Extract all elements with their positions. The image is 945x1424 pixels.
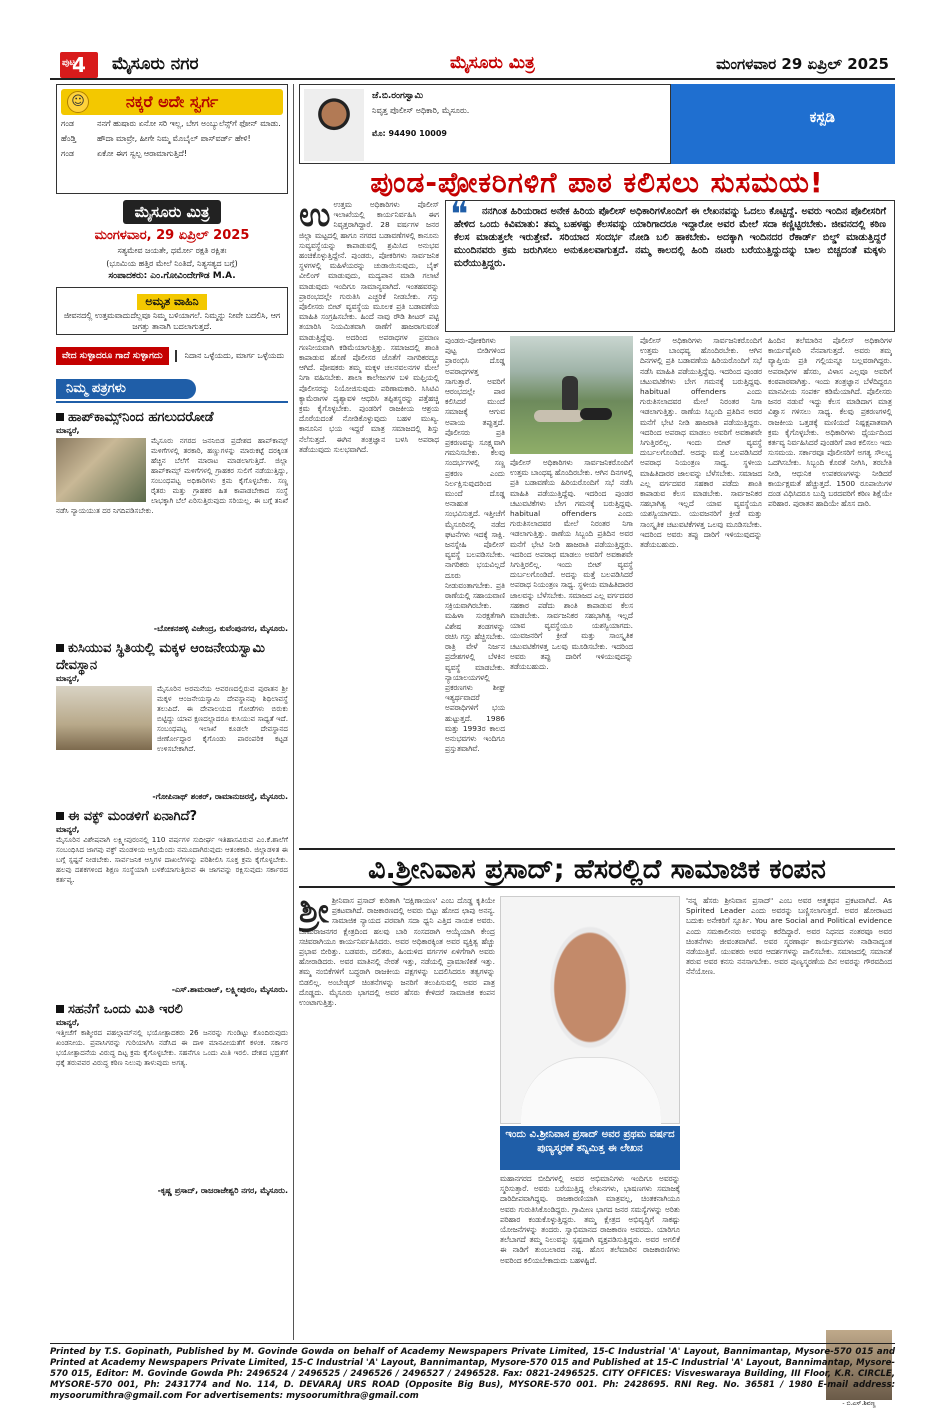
columnist-name: - ಬಿ.ಎಸ್.ಶಿವಣ್ಣ [842, 1400, 876, 1407]
portrait-caption: ಇಂದು ವಿ.ಶ್ರೀನಿವಾಸ ಪ್ರಸಾದ್ ಅವರ ಪ್ರಥಮ ವರ್ಷದ ಪುಣ್ಯಸ್ಮರಣೆ ತನ್ನಿಮಿತ್ತ ಈ ಲೇಖನ [500, 1126, 680, 1170]
bullet-icon [56, 644, 64, 652]
author-name: ಜೆ.ಬಿ.ರಂಗಸ್ವಾಮಿ [372, 91, 424, 101]
letter-signature: -ಕೃಷ್ಣ ಪ್ರಸಾದ್, ರಾಜರಾಜೇಶ್ವರಿ ನಗರ, ಮೈಸೂರು. [157, 1186, 288, 1195]
letter-item [56, 808, 288, 995]
letter-item [56, 409, 288, 634]
letter-salutation: ಮಾನ್ಯರೆ, [56, 674, 80, 683]
amrita-box [56, 287, 288, 335]
letter-body: ಮೈಸೂರಿನ ವಿಶೇಷವಾಗಿ ಲಕ್ಷ್ಮೀಪುರಂನಲ್ಲಿ 110 ವರ್ಷಗಳ ಸುದೀರ್ಘ ಇತಿಹಾಸವಿರುವ ಎಂ.ಕೆ.ಶಾಲೆಗೆ ಸಂಬಂಧಿಸಿದ ಜಾಗವು ವಕ್ಫ್ ಮಂಡಳಿಯ ಆಸ್ತಿಯೆಂದು ನಮೂದಾಗಿರುವುದು ಆತಂಕಕಾರಿ. ಜಿಲ್ಲಾಡಳಿತ ಈ ಬಗ್ಗೆ ಸ್ಪಷ್ಟನೆ ನೀಡಬೇಕು. ಸಾರ್ವಜನಿಕ ಆಸ್ತಿಗಳ ದಾಖಲೆಗಳನ್ನು ಪರಿಶೀಲಿಸಿ ಸೂಕ್ತ ಕ್ರಮ ಕೈಗೊಳ್ಳಬೇಕು. ಹಲವು ದಶಕಗಳಿಂದ ಶಿಕ್ಷಣ ಸಂಸ್ಥೆಯಾಗಿ ಬಳಕೆಯಾಗುತ್ತಿರುವ ಈ ಜಾಗವನ್ನು ರಕ್ಷಿಸುವುದು ಸರ್ಕಾರದ ಕರ್ತವ್ಯ. [56, 835, 288, 884]
letter-salutation: ಮಾನ್ಯರೆ, [56, 825, 80, 834]
author-phone: ಮೊ: 94490 10009 [372, 129, 447, 138]
laughing-face-icon: ☺ [67, 91, 89, 113]
letter-item [56, 1001, 288, 1196]
page-label: ಪುಟ [62, 58, 76, 68]
letters-divider [56, 401, 288, 403]
tribute-column-2: ಮಹಾನಗರದ ಬೀದಿಗಳಲ್ಲಿ ಅವರ ಅಭಿಮಾನಿಗಳು ಇಂದಿಗೂ ಅವರನ್ನು ಸ್ಮರಿಸುತ್ತಾರೆ. ಅವರು ಬರೆಯುತ್ತಿದ್ದ ಲೇಖನಗಳು, ಭಾಷಣಗಳು ಸಮಾಜಕ್ಕೆ ದಾರಿದೀಪವಾಗಿದ್ದವು. ರಾಜಕಾರಣಿಯಾಗಿ ಮಾತ್ರವಲ್ಲ, ಚಿಂತಕನಾಗಿಯೂ ಅವರು ಗುರುತಿಸಿಕೊಂಡಿದ್ದರು. ಗ್ರಾಮೀಣ ಭಾಗದ ಜನರ ಸಮಸ್ಯೆಗಳನ್ನು ಅರಿತು ಪರಿಹಾರ ಕಂಡುಕೊಳ್ಳುತ್ತಿದ್ದರು. ತಮ್ಮ ಕ್ಷೇತ್ರದ ಅಭಿವೃದ್ಧಿಗೆ ಸಾಕಷ್ಟು ಯೋಜನೆಗಳನ್ನು ತಂದರು. ಸ್ವಾಭಿಮಾನದ ರಾಜಕಾರಣ ಅವರದು. ಯಾರಿಗೂ ತಲೆಬಾಗದೆ ತಮ್ಮ ನಿಲುವನ್ನು ಸ್ಪಷ್ಟವಾಗಿ ವ್ಯಕ್ತಪಡಿಸುತ್ತಿದ್ದರು. ಅವರ ಅಗಲಿಕೆ ಈ ನಾಡಿಗೆ ತುಂಬಲಾರದ ನಷ್ಟ. ಹೊಸ ತಲೆಮಾರಿನ ರಾಜಕಾರಣಿಗಳು ಅವರಿಂದ ಕಲಿಯಬೇಕಾದುದು ಬಹಳಷ್ಟಿದೆ. [500, 1174, 680, 1265]
pull-quote [445, 195, 895, 332]
article-headline: ಪುಂಡ-ಪೋಕರಿಗಳಿಗೆ ಪಾಠ ಕಲಿಸಲು ಸುಸಮಯ! [370, 166, 824, 199]
header-date: ಮಂಗಳವಾರ 29 ಏಪ್ರಿಲ್ 2025 [716, 55, 889, 73]
article-column-2: ಪುಂಡರು-ಪೋಕರಿಗಳು ಪುಟ್ಟ ಬೀಡಿಗಳಿಂದ ಪ್ರಾರಂಭಿಸಿ ದೊಡ್ಡ ಅಪರಾಧಗಳತ್ತ ಸಾಗುತ್ತಾರೆ. ಅವರಿಗೆ ಆರಂಭದಲ್ಲೇ ಪಾಠ ಕಲಿಸಿದರೆ ಮುಂದೆ ಸಮಾಜಕ್ಕೆ ಆಗುವ ಅಪಾಯ ತಪ್ಪುತ್ತದೆ. ಪೊಲೀಸರು ಪ್ರತಿ ಪ್ರಕರಣವನ್ನು ಸೂಕ್ಷ್ಮವಾಗಿ ಗಮನಿಸಬೇಕು. ಕೆಲವು ಸಂದರ್ಭಗಳಲ್ಲಿ ಸಣ್ಣ ಪ್ರಕರಣ ಎಂದು ನಿರ್ಲಕ್ಷಿಸುವುದರಿಂದ ಮುಂದೆ ದೊಡ್ಡ ಅನಾಹುತ ಸಂಭವಿಸುತ್ತದೆ. ಇತ್ತೀಚೆಗೆ ಮೈಸೂರಿನಲ್ಲಿ ನಡೆದ ಘಟನೆಗಳು ಇದಕ್ಕೆ ಸಾಕ್ಷಿ. ಜನಸ್ನೇಹಿ ಪೊಲೀಸ್ ವ್ಯವಸ್ಥೆ ಬಲಪಡಿಸಬೇಕು. ನಾಗರಿಕರು ಭಯವಿಲ್ಲದೆ ದೂರು ನೀಡುವಂತಾಗಬೇಕು. ಪ್ರತಿ ಠಾಣೆಯಲ್ಲಿ ಸಹಾಯವಾಣಿ ಸಕ್ರಿಯವಾಗಿರಬೇಕು. ಮಹಿಳಾ ಸುರಕ್ಷತೆಗಾಗಿ ವಿಶೇಷ ತಂಡಗಳನ್ನು ರಚಿಸಿ ಗಸ್ತು ಹೆಚ್ಚಿಸಬೇಕು. ರಾತ್ರಿ ವೇಳೆ ನಿರ್ಜನ ಪ್ರದೇಶಗಳಲ್ಲಿ ಬೆಳಕಿನ ವ್ಯವಸ್ಥೆ ಮಾಡಬೇಕು. ನ್ಯಾಯಾಲಯಗಳಲ್ಲಿ ಪ್ರಕರಣಗಳು ಶೀಘ್ರ ಇತ್ಯರ್ಥವಾದರೆ ಅಪರಾಧಿಗಳಿಗೆ ಭಯ ಹುಟ್ಟುತ್ತದೆ. 1986 ಮತ್ತು 1993ರ ಕಾಲದ ಅನುಭವಗಳು ಇಂದಿಗೂ ಪ್ರಸ್ತುತವಾಗಿವೆ. [445, 336, 505, 754]
amrita-quote: ಜೀವನದಲ್ಲಿ ಉತ್ತಮವಾದುದೆಲ್ಲವೂ ನಿಮ್ಮ ಬಳಿಯಾಗಲೆ. ನಿಮ್ಮನ್ನು ನೀವೇ ಬದಲಿಸಿ, ಆಗ ಜಗತ್ತು ತಾನಾಗಿ ಬದಲಾಗುತ್ತದೆ. [63, 311, 281, 331]
masthead-editor: ಸಂಪಾದಕರು: ಎಂ.ಗೋವಿಂದೇಗೌಡ M.A. [108, 271, 236, 281]
article-column-1: ಉಉತ್ತಮ ಅಧಿಕಾರಿಗಳು ಪೊಲೀಸ್ ಇಲಾಖೆಯಲ್ಲಿ ಕಾರ್ಯನಿರ್ವಹಿಸಿ ಈಗ ನಿವೃತ್ತರಾಗಿದ್ದಾರೆ. 28 ವರ್ಷಗಳ ಜನರ ಜಿಲ್ಲಾ ಮಟ್ಟದಲ್ಲಿ ಹಾಗೂ ನಗರದ ಬಡಾವಣೆಗಳಲ್ಲಿ ಕಾನೂನು ಸುವ್ಯವಸ್ಥೆಯನ್ನು ಕಾಪಾಡುವಲ್ಲಿ ಶ್ರಮಿಸಿದ ಅನುಭವ ಹಂಚಿಕೊಳ್ಳುತ್ತಿದ್ದೇನೆ. ಪುಂಡರು, ಪೋಕರಿಗಳು ಸಾರ್ವಜನಿಕ ಸ್ಥಳಗಳಲ್ಲಿ ಮಹಿಳೆಯರನ್ನು ಚುಡಾಯಿಸುವುದು, ಬೈಕ್ ವೀಲಿಂಗ್ ಮಾಡುವುದು, ಮದ್ಯಪಾನ ಮಾಡಿ ಗಲಾಟೆ ಮಾಡುವುದು ಇಂದಿಗೂ ಸಾಮಾನ್ಯವಾಗಿದೆ. ಇಂತಹವರನ್ನು ಪ್ರಾರಂಭದಲ್ಲೇ ಗುರುತಿಸಿ ಎಚ್ಚರಿಕೆ ನೀಡಬೇಕು. ಗಸ್ತು ಪೊಲೀಸರು ಬೀಟ್ ವ್ಯವಸ್ಥೆಯ ಮೂಲಕ ಪ್ರತಿ ಬಡಾವಣೆಯ ಮಾಹಿತಿ ಸಂಗ್ರಹಿಸಬೇಕು. ಹಿಂದೆ ನಾವು ರೌಡಿ ಶೀಟರ್ ಪಟ್ಟಿ ತಯಾರಿಸಿ ನಿಯಮಿತವಾಗಿ ಠಾಣೆಗೆ ಹಾಜರಾಗುವಂತೆ ಮಾಡುತ್ತಿದ್ದೆವು. ಅದರಿಂದ ಅಪರಾಧಗಳ ಪ್ರಮಾಣ ಗಣನೀಯವಾಗಿ ಕಡಿಮೆಯಾಗುತ್ತಿತ್ತು. ಸಮಾಜದಲ್ಲಿ ಶಾಂತಿ ಕಾಪಾಡುವ ಹೊಣೆ ಪೊಲೀಸರ ಜೊತೆಗೆ ನಾಗರಿಕರದ್ದೂ ಆಗಿದೆ. ಪೋಷಕರು ತಮ್ಮ ಮಕ್ಕಳ ಚಲನವಲನಗಳ ಮೇಲೆ ನಿಗಾ ವಹಿಸಬೇಕು. ಶಾಲಾ ಕಾಲೇಜುಗಳ ಬಳಿ ಮಫ್ತಿಯಲ್ಲಿ ಪೊಲೀಸರನ್ನು ನಿಯೋಜಿಸುವುದು ಪರಿಣಾಮಕಾರಿ. ಸಿಸಿಟಿವಿ ಕ್ಯಾಮೆರಾಗಳ ದೃಶ್ಯಾವಳಿ ಆಧರಿಸಿ ತಪ್ಪಿತಸ್ಥರನ್ನು ಪತ್ತೆಹಚ್ಚಿ ಕ್ರಮ ಕೈಗೊಳ್ಳಬೇಕು. ಪುಂಡರಿಗೆ ರಾಜಕೀಯ ಆಶ್ರಯ ದೊರೆಯದಂತೆ ನೋಡಿಕೊಳ್ಳುವುದು ಬಹಳ ಮುಖ್ಯ. ಕಾನೂನಿನ ಭಯ ಇದ್ದರೆ ಮಾತ್ರ ಸಮಾಜದಲ್ಲಿ ಶಿಸ್ತು ನೆಲೆಸುತ್ತದೆ. ಈಗಿನ ತಂತ್ರಜ್ಞಾನ ಬಳಸಿ ಅಪರಾಧ ತಡೆಯುವುದು ಸುಲಭವಾಗಿದೆ. [299, 200, 439, 454]
page-number: 4 [72, 53, 86, 77]
author-photo [304, 89, 364, 161]
joke-title: ನಕ್ಕರೆ ಅದೇ ಸ್ವರ್ಗ [125, 92, 219, 111]
column-header [299, 84, 895, 164]
letter-body: ಮೈಸೂರು ನಗರದ ಜನನಿಬಿಡ ಪ್ರದೇಶದ ಹಾಪ್‌ಕಾಮ್ಸ್ ಮಳಿಗೆಗಳಲ್ಲಿ ತರಕಾರಿ, ಹಣ್ಣುಗಳನ್ನು ಮಾರುಕಟ್ಟೆ ದರಕ್ಕಿಂತ ಹೆಚ್ಚಿನ ಬೆಲೆಗೆ ಮಾರಾಟ ಮಾಡಲಾಗುತ್ತಿದೆ. ಜಿಲ್ಲಾ ಹಾಪ್‌ಕಾಮ್ಸ್ ಮಳಿಗೆಗಳಲ್ಲಿ ಗ್ರಾಹಕರ ಸುಲಿಗೆ ನಡೆಯುತ್ತಿದ್ದು, ಸಂಬಂಧಪಟ್ಟ ಅಧಿಕಾರಿಗಳು ಕ್ರಮ ಕೈಗೊಳ್ಳಬೇಕು. ಸಣ್ಣ ರೈತರು ಮತ್ತು ಗ್ರಾಹಕರ ಹಿತ ಕಾಪಾಡಬೇಕಾದ ಸಂಸ್ಥೆ ಲಾಭಕ್ಕಾಗಿ ಬೆಲೆ ಏರಿಸುತ್ತಿರುವುದು ಸರಿಯಲ್ಲ. ಈ ಬಗ್ಗೆ ತನಿಖೆ ನಡೆಸಿ ನ್ಯಾಯಯುತ ದರ ನಿಗದಿಪಡಿಸಬೇಕು. [56, 436, 288, 515]
hopcoms-photo [56, 438, 146, 502]
column-tag [671, 84, 895, 164]
joke-row: ಗಂಡ ಏಕೋ ಈಗ ಸ್ವಲ್ಪ ಆರಾಮಾಗುತ್ತಿದೆ! [61, 149, 188, 158]
masthead-date: ಮಂಗಳವಾರ, 29 ಏಪ್ರಿಲ್ 2025 [94, 228, 250, 243]
letter-signature: -ಬೋಕನಹಳ್ಳಿ ವಿಜೇಂದ್ರ, ಕುವೆಂಪುನಗರ, ಮೈಸೂರು. [153, 624, 288, 633]
temple-photo [56, 686, 152, 750]
joke-banner [61, 89, 283, 115]
prasad-portrait [500, 896, 680, 1124]
proverb-text: ನಿದಾನ ಒಳ್ಳೆಯದು, ಮಾರ್ಗ ಒಳ್ಳೆಯದು [175, 350, 285, 362]
quote-mark-icon: ❝ [450, 195, 469, 235]
masthead-small: ಮೈಸೂರು ಮಿತ್ರ [450, 53, 535, 73]
article-column-4: ಹಿಂದಿನ ತಲೆಮಾರಿನ ಪೊಲೀಸ್ ಅಧಿಕಾರಿಗಳ ಕಾರ್ಯವೈಖರಿ ನೆನಪಾಗುತ್ತದೆ. ಅವರು ತಮ್ಮ ವ್ಯಾಪ್ತಿಯ ಪ್ರತಿ ಗಲ್ಲಿಯನ್ನೂ ಬಲ್ಲವರಾಗಿದ್ದರು. ಅಪರಾಧಿಗಳ ಹೆಸರು, ವಿಳಾಸ ಎಲ್ಲವೂ ಅವರಿಗೆ ಕಂಠಪಾಠವಾಗಿತ್ತು. ಇಂದು ತಂತ್ರಜ್ಞಾನ ಬೆಳೆದಿದ್ದರೂ ಮಾನವೀಯ ಸಂಪರ್ಕ ಕಡಿಮೆಯಾಗಿದೆ. ಪೊಲೀಸರು ಜನರ ನಡುವೆ ಇದ್ದು ಕೆಲಸ ಮಾಡಿದಾಗ ಮಾತ್ರ ವಿಶ್ವಾಸ ಗಳಿಸಲು ಸಾಧ್ಯ. ಕೆಲವು ಪ್ರಕರಣಗಳಲ್ಲಿ ರಾಜಕೀಯ ಒತ್ತಡಕ್ಕೆ ಮಣಿಯದೆ ನಿಷ್ಪಕ್ಷಪಾತವಾಗಿ ಕ್ರಮ ಕೈಗೊಳ್ಳಬೇಕು. ಅಧಿಕಾರಿಗಳು ಧೈರ್ಯದಿಂದ ಕರ್ತವ್ಯ ನಿರ್ವಹಿಸಿದರೆ ಪುಂಡರಿಗೆ ಪಾಠ ಕಲಿಸಲು ಇದು ಸುಸಮಯ. ಸರ್ಕಾರವೂ ಪೊಲೀಸರಿಗೆ ಅಗತ್ಯ ಸೌಲಭ್ಯ ಒದಗಿಸಬೇಕು. ಸಿಬ್ಬಂದಿ ಕೊರತೆ ನೀಗಿಸಿ, ತರಬೇತಿ ನೀಡಿ, ಆಧುನಿಕ ಉಪಕರಣಗಳನ್ನು ನೀಡಿದರೆ ಕಾರ್ಯಕ್ಷಮತೆ ಹೆಚ್ಚುತ್ತದೆ. 1500 ರೂಪಾಯಿಗಳ ದಂಡ ವಿಧಿಸಿದರೂ ಬುದ್ಧಿ ಬರದವರಿಗೆ ಕಠಿಣ ಶಿಕ್ಷೆಯೇ ಪರಿಹಾರ. ಪುರಾತನ ಹಾದಿಯೇ ಹೊಸ ದಾರಿ. [768, 336, 892, 509]
letter-salutation: ಮಾನ್ಯರೆ, [56, 426, 80, 435]
letter-salutation: ಮಾನ್ಯರೆ, [56, 1018, 80, 1027]
letter-body: ಇತ್ತೀಚೆಗೆ ಕಾಶ್ಮೀರದ ಪಹಲ್ಗಾಮ್‌ನಲ್ಲಿ ಭಯೋತ್ಪಾದಕರು 26 ಜನರನ್ನು ಗುಂಡಿಟ್ಟು ಕೊಂದಿರುವುದು ಖಂಡನೀಯ. ಪ್ರವಾಸಿಗರನ್ನು ಗುರಿಯಾಗಿಸಿ ನಡೆಸಿದ ಈ ದಾಳಿ ಮಾನವೀಯತೆಗೆ ಕಳಂಕ. ಸರ್ಕಾರ ಭಯೋತ್ಪಾದನೆಯ ವಿರುದ್ಧ ದಿಟ್ಟ ಕ್ರಮ ಕೈಗೊಳ್ಳಬೇಕು. ಸಹನೆಗೂ ಒಂದು ಮಿತಿ ಇರಲಿ. ದೇಶದ ಭದ್ರತೆಗೆ ಧಕ್ಕೆ ತರುವವರ ವಿರುದ್ಧ ಕಠಿಣ ನಿಲುವು ತಾಳುವುದು ಅಗತ್ಯ. [56, 1028, 288, 1067]
article-column-3: ಪೊಲೀಸ್ ಅಧಿಕಾರಿಗಳು ಸಾರ್ವಜನಿಕರೊಂದಿಗೆ ಉತ್ತಮ ಬಾಂಧವ್ಯ ಹೊಂದಿರಬೇಕು. ಆಗಿನ ದಿನಗಳಲ್ಲಿ ಪ್ರತಿ ಬಡಾವಣೆಯ ಹಿರಿಯರೊಂದಿಗೆ ಸಭೆ ನಡೆಸಿ ಮಾಹಿತಿ ಪಡೆಯುತ್ತಿದ್ದೆವು. ಇದರಿಂದ ಪುಂಡರ ಚಟುವಟಿಕೆಗಳು ಬೇಗ ಗಮನಕ್ಕೆ ಬರುತ್ತಿದ್ದವು. habitual offenders ಎಂದು ಗುರುತಿಸಲಾದವರ ಮೇಲೆ ನಿರಂತರ ನಿಗಾ ಇಡಲಾಗುತ್ತಿತ್ತು. ಠಾಣೆಯ ಸಿಬ್ಬಂದಿ ಪ್ರತಿದಿನ ಅವರ ಮನೆಗೆ ಭೇಟಿ ನೀಡಿ ಹಾಜರಾತಿ ಪಡೆಯುತ್ತಿದ್ದರು. ಇದರಿಂದ ಅಪರಾಧ ಮಾಡಲು ಅವರಿಗೆ ಅವಕಾಶವೇ ಸಿಗುತ್ತಿರಲಿಲ್ಲ. ಇಂದು ಬೀಟ್ ವ್ಯವಸ್ಥೆ ದುರ್ಬಲಗೊಂಡಿದೆ. ಅದನ್ನು ಮತ್ತೆ ಬಲಪಡಿಸಿದರೆ ಅಪರಾಧ ನಿಯಂತ್ರಣ ಸಾಧ್ಯ. ಸ್ಥಳೀಯ ಮಾಹಿತಿದಾರರ ಜಾಲವನ್ನು ಬೆಳೆಸಬೇಕು. ಸಮಾಜದ ಎಲ್ಲ ವರ್ಗದವರ ಸಹಕಾರ ಪಡೆದು ಶಾಂತಿ ಕಾಪಾಡುವ ಕೆಲಸ ಮಾಡಬೇಕು. ಸಾರ್ವಜನಿಕರ ಸಹಭಾಗಿತ್ವ ಇಲ್ಲದೆ ಯಾವ ವ್ಯವಸ್ಥೆಯೂ ಯಶಸ್ವಿಯಾಗದು. ಯುವಜನರಿಗೆ ಕ್ರೀಡೆ ಮತ್ತು ಸಾಂಸ್ಕೃತಿಕ ಚಟುವಟಿಕೆಗಳತ್ತ ಒಲವು ಮೂಡಿಸಬೇಕು. ಇದರಿಂದ ಅವರು ತಪ್ಪು ದಾರಿಗೆ ಇಳಿಯುವುದನ್ನು ತಡೆಯಬಹುದು. [510, 458, 633, 672]
joke-box [56, 84, 288, 194]
imprint-footer: Printed by T.S. Gopinath, Published by M. Govinde Gowda on behalf of Academy Newspapers Private Limited, 15-C Industrial 'A' Layout, Bannimantap, Mysore-570 015 and Printed at Academy Newspapers Private Limited, 15-C Industrial 'A' Layout, Bannimantap, Mysore-570 015 and Published at 15-C Industrial 'A' Layout, Bannimantap, Mysore-570 015, Editor: M. Govinde Gowda Ph: 2496524 / 2496525 / 2496526 / 2496527 / 2496528. Fax: 0821-2496525. CITY OFFICES: Visveswaraya Building, III Floor, K.R. CIRCLE, MYSORE-570 001, Ph: 2431774 and No. 114, D. DEVARAJ URS ROAD (Opposite Big Bus), MYSORE-570 001. Ph: 2428695. RNI Reg. No. 36581 / 1980 E-mail address: mysoorumithra@gmail.com For advertisements: mysoorumithra@gmail.com [50, 1343, 895, 1402]
bullet-icon [56, 413, 64, 421]
kabaddi-photo [510, 336, 633, 454]
author-box [299, 84, 671, 164]
letter-signature: -ಗೋಪಿನಾಥ್ ಶಂಕರ್, ರಾಮಾನುಜರಸ್ತೆ, ಮೈಸೂರು. [152, 792, 288, 801]
tribute-column-1: ಶ್ರೀ ಶ್ರೀನಿವಾಸ ಪ್ರಸಾದ್ ಕುರಿತಾಗಿ 'ದಕ್ಷಿಣಾಯಣ' ಎಂಬ ದೊಡ್ಡ ಕೃತಿಯೇ ಪ್ರಕಟವಾಗಿದೆ. ರಾಜಕಾರಣದಲ್ಲಿ ಅವರು ಬಿಟ್ಟು ಹೋದ ಛಾಪು ಅನನ್ಯ. ಸಾಮಾಜಿಕ ನ್ಯಾಯದ ಪರವಾಗಿ ಸದಾ ಧ್ವನಿ ಎತ್ತಿದ ನಾಯಕ ಅವರು. ಚಾಮರಾಜನಗರ ಕ್ಷೇತ್ರದಿಂದ ಹಲವು ಬಾರಿ ಸಂಸದರಾಗಿ ಆಯ್ಕೆಯಾಗಿ ಕೇಂದ್ರ ಸಚಿವರಾಗಿಯೂ ಕಾರ್ಯನಿರ್ವಹಿಸಿದರು. ಅವರ ಅಧಿಕಾರಕ್ಕಿಂತ ಅವರ ವ್ಯಕ್ತಿತ್ವ ಹೆಚ್ಚು ಪ್ರಭಾವ ಬೀರಿತ್ತು. ಬಡವರು, ದಲಿತರು, ಹಿಂದುಳಿದ ವರ್ಗಗಳ ಏಳಿಗೆಗಾಗಿ ಅವರು ಹೋರಾಡಿದರು. ಅವರ ಮಾತಿನಲ್ಲಿ ನೇರತೆ ಇತ್ತು, ನಡೆಯಲ್ಲಿ ಪ್ರಾಮಾಣಿಕತೆ ಇತ್ತು. ತಮ್ಮ ನಂಬಿಕೆಗಳಿಗೆ ಬದ್ಧರಾಗಿ ರಾಜಕೀಯ ಪಕ್ಷಗಳನ್ನು ಬದಲಿಸಿದರೂ ತತ್ವಗಳನ್ನು ಬಿಡಲಿಲ್ಲ. ಅಂಬೇಡ್ಕರ್ ಚಿಂತನೆಗಳನ್ನು ಜನರಿಗೆ ತಲುಪಿಸುವಲ್ಲಿ ಅವರ ಪಾತ್ರ ದೊಡ್ಡದು. ಮೈಸೂರು ಭಾಗದಲ್ಲಿ ಅವರ ಹೆಸರು ಕೇಳಿದರೆ ಸಾಮಾಜಿಕ ಕಂಪನ ಉಂಟಾಗುತ್ತಿತ್ತು. [299, 896, 495, 1008]
letter-title: ಸಹನೆಗೆ ಒಂದು ಮಿತಿ ಇರಲಿ [56, 1001, 288, 1018]
letter-body: ಮೈಸೂರಿನ ಅರಮನೆಯ ಆವರಣದಲ್ಲಿರುವ ಪುರಾತನ ಶ್ರೀ ಮಕ್ಕಳ ಆಂಜನೇಯಸ್ವಾಮಿ ದೇವಸ್ಥಾನವು ಶಿಥಿಲಾವಸ್ಥೆ ತಲುಪಿದೆ. ಈ ದೇವಾಲಯದ ಗೋಡೆಗಳು ಬಿರುಕು ಬಿಟ್ಟಿದ್ದು ಯಾವ ಕ್ಷಣದಲ್ಲಾದರೂ ಕುಸಿಯುವ ಸಾಧ್ಯತೆ ಇದೆ. ಸಂಬಂಧಪಟ್ಟ ಇಲಾಖೆ ಕೂಡಲೇ ದೇವಸ್ಥಾನದ ಜೀರ್ಣೋದ್ಧಾರ ಕೈಗೊಂಡು ಪಾರಂಪರಿಕ ಕಟ್ಟಡ ಉಳಿಸಬೇಕಾಗಿದೆ. [56, 684, 288, 792]
drop-cap: ಶ್ರೀ [299, 896, 329, 931]
masthead-box [56, 200, 288, 281]
masthead-motto-sub: (ಭೂಮಿಯ ಹತ್ತಿರ ಮೇಲೆ ನಿಂತಿದೆ, ನಿತ್ಯಸತ್ಯದ ಬಗ್ಗೆ) [106, 259, 238, 268]
left-column [56, 84, 288, 1196]
bullet-icon [56, 812, 64, 820]
pull-quote-text: ನನಗಿಂತ ಹಿರಿಯರಾದ ಅನೇಕ ಹಿರಿಯ ಪೊಲೀಸ್ ಅಧಿಕಾರಿಗಳೊಂದಿಗೆ ಈ ಲೇಖನವನ್ನು ಓದಲು ಕೊಟ್ಟಿದ್ದೆ. ಅವರು ಇಂದಿನ ಪೊಲೀಸರಿಗೆ ಹೇಳಿದ ಒಂದು ಕಿವಿಮಾತು: ತಮ್ಮ ಬಹಳಷ್ಟು ಕೆಲಸವನ್ನು ಯಾರಿಗಾದರೂ ಇದ್ದಾರೋ ಅವರ ಮೇಲೆ ಸದಾ ಕಣ್ಣಿಟ್ಟಿರಬೇಕು. ಜೀವನದಲ್ಲಿ ಕಠಿಣ ಕೆಲಸ ಮಾಡುತ್ತಲೇ ಇರುತ್ತೇವೆ. ಸರಿಯಾದ ಸಂದರ್ಭ ನೋಡಿ ಬಲಿ ಹಾಕಬೇಕು. ಅದಕ್ಕಾಗಿ ಇಂದಿನದರ ರೆಕಾರ್ಡ್ ಬಿಲ್ಡ್ ಮಾಡುತ್ತಿದ್ದರೆ ಮುಂದಿನವರು ಕ್ರಮ ಜರುಗಿಸಲು ಅನುಕೂಲವಾಗುತ್ತದೆ. ನಮ್ಮ ಕಾಲದಲ್ಲಿ ಹಿಂದಿ ನಟರು ಬರೆಯುತ್ತಿದ್ದುದನ್ನು ಬಾಲ ಬಿಚ್ಚದಂತೆ ಮಕ್ಕಳು ಮರೆಯುತ್ತಿದ್ದರು. [454, 206, 886, 269]
column-tag-label: ಕಸ್ಪಡಿ [809, 108, 835, 126]
page-header [50, 50, 895, 80]
author-designation: ನಿವೃತ್ತ ಪೊಲೀಸ್ ಅಧಿಕಾರಿ, ಮೈಸೂರು. [372, 106, 470, 115]
joke-row: ಹೆಂಡ್ತಿ ಹೌದಾ ಮಾವ್ರೇ, ಹೀಗೇ ನಿಮ್ಮ ಮೊಬೈಲ್ ಪಾಸ್‌ವರ್ಡ್ ಹೇಳಿ! [61, 134, 251, 143]
letters-banner: ನಿಮ್ಮ ಪತ್ರಗಳು [56, 379, 196, 399]
joke-row: ಗಂಡ ನನಗೆ ಹುಷಾರು ಏನೋ ಸರಿ ಇಲ್ಲ, ಬೇಗ ಅಂಬ್ಯುಲೆನ್ಸ್‌ಗೆ ಫೋನ್ ಮಾಡು. [61, 119, 281, 128]
letter-item [56, 640, 288, 802]
masthead-logo: ಮೈಸೂರು ಮಿತ್ರ [123, 200, 222, 224]
proverb-label: ವೇದ ಸುಳ್ಳಾದರೂ ಗಾದೆ ಸುಳ್ಳಾಗದು [56, 347, 169, 365]
letter-title: ಕುಸಿಯುವ ಸ್ಥಿತಿಯಲ್ಲಿ ಮಕ್ಕಳ ಆಂಜನೇಯಸ್ವಾಮಿ ದೇವಸ್ಥಾನ [56, 641, 265, 673]
amrita-title: ಅಮೃತ ವಾಹಿನಿ [137, 294, 206, 310]
tribute-headline: ವಿ.ಶ್ರೀನಿವಾಸ ಪ್ರಸಾದ್; ಹೆಸರಲ್ಲಿದೆ ಸಾಮಾಜಿಕ ಕಂಪನ [299, 848, 895, 888]
proverb-box [56, 339, 288, 373]
section-name: ಮೈಸೂರು ನಗರ [112, 54, 199, 74]
letter-title: ಹಾಪ್‌ಕಾಮ್ಸ್‌ನಿಂದ ಹಗಲುದರೋಡೆ [56, 409, 288, 426]
masthead-motto: ಸತ್ಯಮೇವ ಜಯತೇ, ಧರ್ಮೋ ರಕ್ಷತಿ ರಕ್ಷಿತಃ [117, 246, 227, 255]
page-number-badge [60, 52, 98, 78]
letter-signature: -ಎಸ್.ಶಾಮರಾಜ್, ಲಕ್ಷ್ಮೀಪುರಂ, ಮೈಸೂರು. [171, 985, 288, 994]
bullet-icon [56, 1005, 64, 1013]
tribute-column-3: 'ನನ್ನ ಹೆಸರು ಶ್ರೀನಿವಾಸ ಪ್ರಸಾದ್' ಎಂಬ ಅವರ ಆತ್ಮಕಥನ ಪ್ರಕಟವಾಗಿದೆ. As Spirited Leader ಎಂದು ಅವರನ್ನು ಬಣ್ಣಿಸಲಾಗುತ್ತದೆ. ಅವರ ಹೋರಾಟದ ಬದುಕು ಅನೇಕರಿಗೆ ಸ್ಫೂರ್ತಿ. You are Social and Political evidence ಎಂದು ಸಮಕಾಲೀನರು ಅವರನ್ನು ಕರೆದಿದ್ದಾರೆ. ಅವರ ನಿಧನದ ನಂತರವೂ ಅವರ ಚಿಂತನೆಗಳು ಜೀವಂತವಾಗಿವೆ. ಅವರ ಸ್ಮರಣಾರ್ಥ ಕಾರ್ಯಕ್ರಮಗಳು ನಾಡಿನಾದ್ಯಂತ ನಡೆಯುತ್ತಿವೆ. ಯುವಕರು ಅವರ ಆದರ್ಶಗಳನ್ನು ಪಾಲಿಸಬೇಕು. ಸಮಾಜದಲ್ಲಿ ಸಮಾನತೆ ತರುವ ಅವರ ಕನಸು ನನಸಾಗಬೇಕು. ಅವರ ಪುಣ್ಯಸ್ಮರಣೆಯ ದಿನ ಅವರನ್ನು ಗೌರವದಿಂದ ನೆನೆಯೋಣ. [686, 896, 892, 977]
letter-title: ಈ ವಕ್ಫ್ ಮಂಡಳಿಗೆ ಏನಾಗಿದೆ? [56, 808, 288, 825]
column-divider [293, 84, 294, 1340]
article-column-3b: ಪೊಲೀಸ್ ಅಧಿಕಾರಿಗಳು ಸಾರ್ವಜನಿಕರೊಂದಿಗೆ ಉತ್ತಮ ಬಾಂಧವ್ಯ ಹೊಂದಿರಬೇಕು. ಆಗಿನ ದಿನಗಳಲ್ಲಿ ಪ್ರತಿ ಬಡಾವಣೆಯ ಹಿರಿಯರೊಂದಿಗೆ ಸಭೆ ನಡೆಸಿ ಮಾಹಿತಿ ಪಡೆಯುತ್ತಿದ್ದೆವು. ಇದರಿಂದ ಪುಂಡರ ಚಟುವಟಿಕೆಗಳು ಬೇಗ ಗಮನಕ್ಕೆ ಬರುತ್ತಿದ್ದವು. habitual offenders ಎಂದು ಗುರುತಿಸಲಾದವರ ಮೇಲೆ ನಿರಂತರ ನಿಗಾ ಇಡಲಾಗುತ್ತಿತ್ತು. ಠಾಣೆಯ ಸಿಬ್ಬಂದಿ ಪ್ರತಿದಿನ ಅವರ ಮನೆಗೆ ಭೇಟಿ ನೀಡಿ ಹಾಜರಾತಿ ಪಡೆಯುತ್ತಿದ್ದರು. ಇದರಿಂದ ಅಪರಾಧ ಮಾಡಲು ಅವರಿಗೆ ಅವಕಾಶವೇ ಸಿಗುತ್ತಿರಲಿಲ್ಲ. ಇಂದು ಬೀಟ್ ವ್ಯವಸ್ಥೆ ದುರ್ಬಲಗೊಂಡಿದೆ. ಅದನ್ನು ಮತ್ತೆ ಬಲಪಡಿಸಿದರೆ ಅಪರಾಧ ನಿಯಂತ್ರಣ ಸಾಧ್ಯ. ಸ್ಥಳೀಯ ಮಾಹಿತಿದಾರರ ಜಾಲವನ್ನು ಬೆಳೆಸಬೇಕು. ಸಮಾಜದ ಎಲ್ಲ ವರ್ಗದವರ ಸಹಕಾರ ಪಡೆದು ಶಾಂತಿ ಕಾಪಾಡುವ ಕೆಲಸ ಮಾಡಬೇಕು. ಸಾರ್ವಜನಿಕರ ಸಹಭಾಗಿತ್ವ ಇಲ್ಲದೆ ಯಾವ ವ್ಯವಸ್ಥೆಯೂ ಯಶಸ್ವಿಯಾಗದು. ಯುವಜನರಿಗೆ ಕ್ರೀಡೆ ಮತ್ತು ಸಾಂಸ್ಕೃತಿಕ ಚಟುವಟಿಕೆಗಳತ್ತ ಒಲವು ಮೂಡಿಸಬೇಕು. ಇದರಿಂದ ಅವರು ತಪ್ಪು ದಾರಿಗೆ ಇಳಿಯುವುದನ್ನು ತಡೆಯಬಹುದು. [640, 336, 762, 550]
drop-cap: ಉ [299, 200, 331, 235]
